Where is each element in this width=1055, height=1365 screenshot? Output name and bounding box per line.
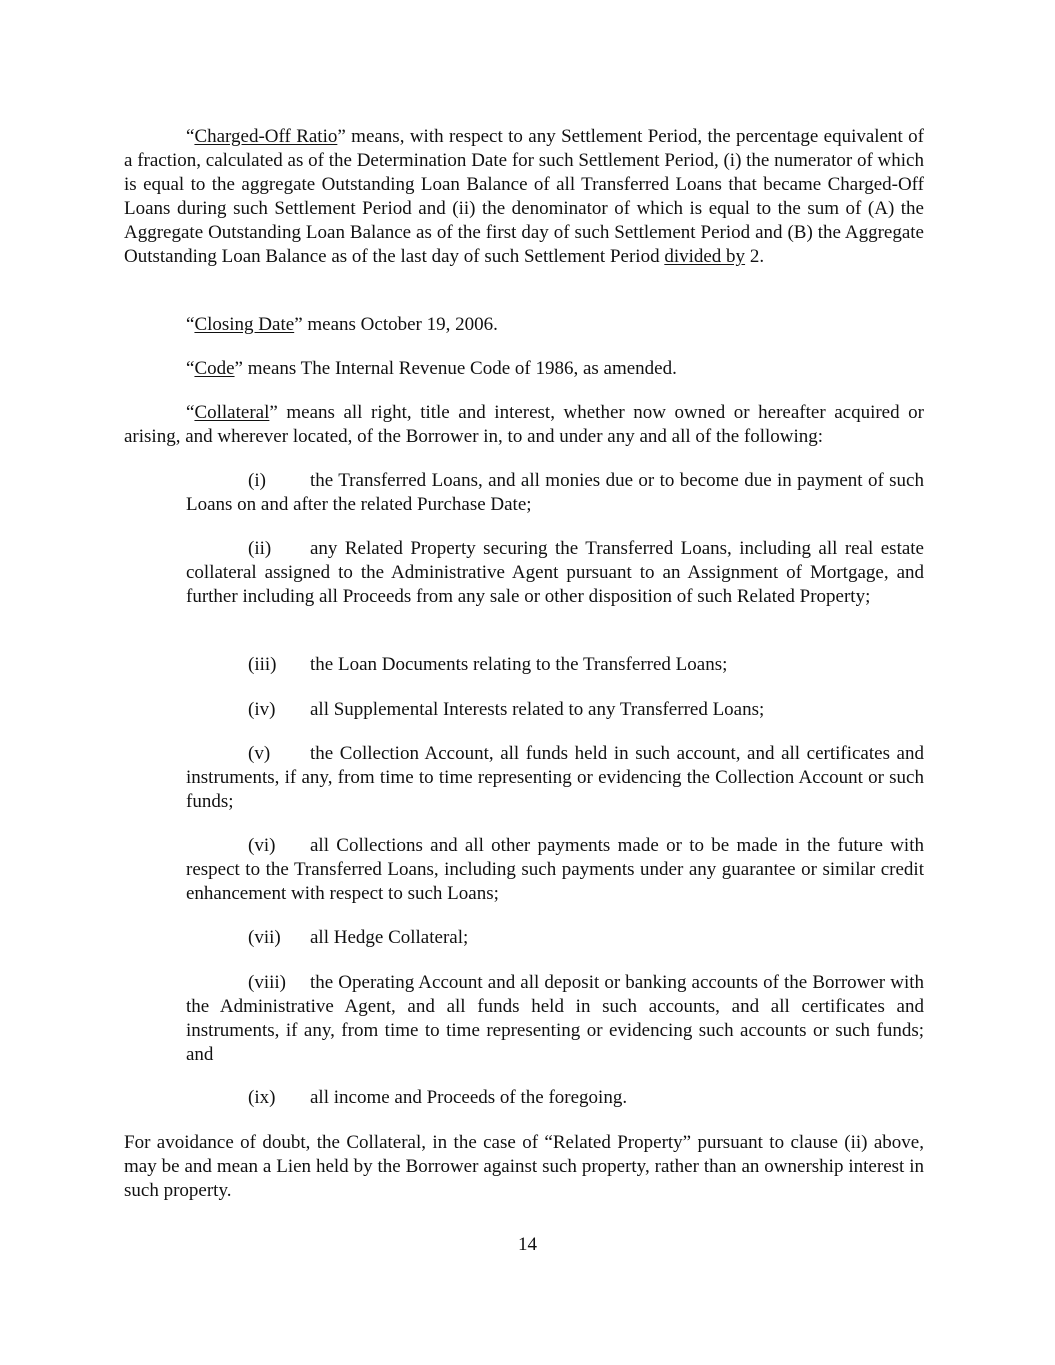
item-text: the Loan Documents relating to the Transferred Loans; <box>310 654 728 675</box>
definition-closing-date: “Closing Date” means October 19, 2006. <box>186 314 498 335</box>
item-text: the Transferred Loans, and all monies due or to become due in payment of such Loans on and after the related Purchase Date; <box>186 470 924 515</box>
item-text: any Related Property securing the Transferred Loans, including all real estate collateral assigned to the Administrative Agent pursuant to an Assignment of Mortgage, and further including all Proceeds from any sale or other disposition of such Related Property; <box>186 538 924 607</box>
item-text: all Supplemental Interests related to any Transferred Loans; <box>310 699 765 720</box>
definition-charged-off-ratio: “Charged-Off Ratio” means, with respect to any Settlement Period, the percentage equivalent of a fraction, calculated as of the Determination Date for such Settlement Period, (i) the numerator of which is equal to the aggregate Outstanding Loan Balance of all Transferred Loans that became Charged-Off Loans during such Settlement Period and (ii) the denominator of which is equal to the sum of (A) the Aggregate Outstanding Loan Balance as of the first day of such Settlement Period and (B) the Aggregate Outstanding Loan Balance as of the last day of such Settlement Period divided by 2. <box>124 126 924 267</box>
definition-text: means October 19, 2006. <box>302 314 498 335</box>
item-number: (ix) <box>248 1087 276 1108</box>
item-text: all income and Proceeds of the foregoing. <box>310 1087 628 1108</box>
item-text: all Hedge Collateral; <box>310 927 469 948</box>
item-number: (vii) <box>248 927 281 948</box>
item-text: all Collections and all other payments made or to be made in the future with respect to the Transferred Loans, including such payments under any guarantee or similar credit enhancement with respect to such Loans; <box>186 835 924 904</box>
item-number: (vi) <box>248 835 276 856</box>
definition-text: means, with respect to any Settlement Period, the percentage equivalent of a fraction, calculated as of the Determination Date for such Settlement Period, (i) the numerator of which is equal to the aggregate Outstanding Loan Balance of all Transferred Loans that became Charged-Off Loans during such Settlement Period and (ii) the denominator of which is equal to the sum of (A) the Aggregate Outstanding Loan Balance as of the first day of such Settlement Period and (B) the Aggregate Outstanding Loan Balance as of the last day of such Settlement Period <box>124 126 924 267</box>
collateral-item <box>186 971 924 1067</box>
collateral-item <box>186 1086 924 1110</box>
item-number: (viii) <box>248 972 286 993</box>
page-number: 14 <box>518 1234 537 1255</box>
collateral-item <box>186 537 924 609</box>
item-number: (v) <box>248 743 271 764</box>
definition-text-end: 2. <box>745 246 765 267</box>
definition-code: “Code” means The Internal Revenue Code of 1986, as amended. <box>186 358 677 379</box>
item-number: (iv) <box>248 699 276 720</box>
defined-term: Collateral <box>194 402 270 423</box>
item-number: (i) <box>248 470 266 491</box>
collateral-item <box>186 698 924 722</box>
collateral-item <box>186 742 924 814</box>
definition-collateral: “Collateral” means all right, title and interest, whether now owned or hereafter acquired or arising, and wherever located, of the Borrower in, to and under any and all of the following: <box>124 402 924 447</box>
defined-term: Charged-Off Ratio <box>194 126 338 147</box>
definition-text: means all right, title and interest, whether now owned or hereafter acquired or arising, and wherever located, of the Borrower in, to and under any and all of the following: <box>124 402 924 447</box>
definition-text: means The Internal Revenue Code of 1986, as amended. <box>242 358 677 379</box>
item-text: the Collection Account, all funds held in such account, and all certificates and instruments, if any, from time to time representing or evidencing the Collection Account or such funds; <box>186 743 924 812</box>
item-number: (iii) <box>248 654 277 675</box>
defined-term: Closing Date <box>194 314 295 335</box>
item-number: (ii) <box>248 538 272 559</box>
item-text: the Operating Account and all deposit or banking accounts of the Borrower with the Administrative Agent, and all funds held in such accounts, and all certificates and instruments, if any, from time to time representing or evidencing such accounts or such funds; and <box>186 972 924 1065</box>
collateral-item <box>186 926 924 950</box>
collateral-item <box>186 653 924 677</box>
closing-paragraph: For avoidance of doubt, the Collateral, in the case of “Related Property” pursuant to clause (ii) above, may be and mean a Lien held by the Borrower against such property, rather than an ownership interest in such property. <box>124 1132 924 1201</box>
collateral-item <box>186 469 924 517</box>
collateral-item <box>186 834 924 906</box>
defined-term: Code <box>194 358 235 379</box>
underlined-phrase: divided by <box>664 246 746 267</box>
